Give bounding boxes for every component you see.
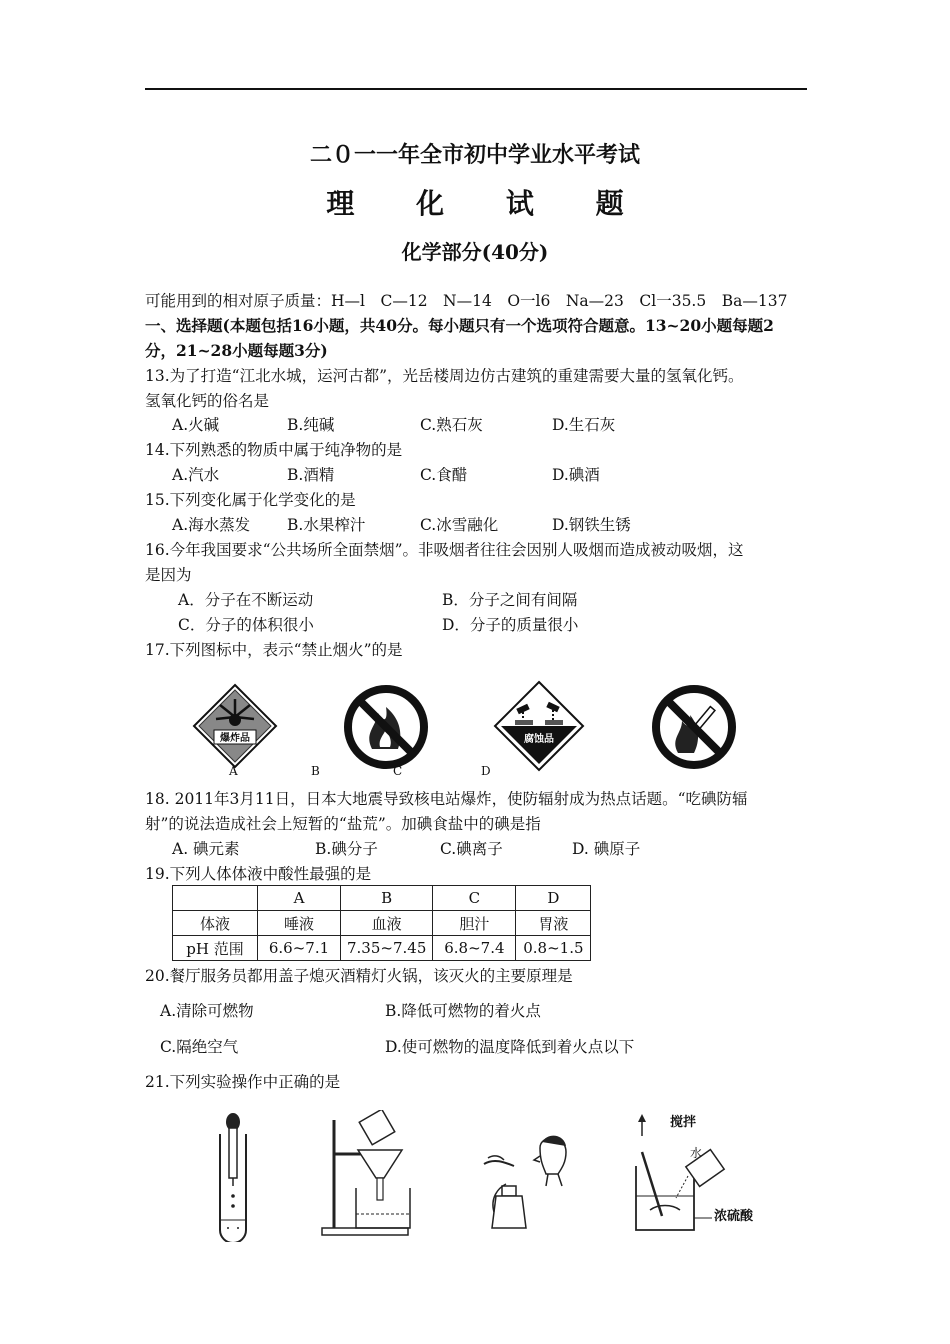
- table-cell: 6.8~7.4: [433, 936, 516, 961]
- q18-text-line2: 射”的说法造成社会上短暂的“盐荒”。加碘食盐中的碘是指: [145, 815, 541, 833]
- explosive-sign-icon: [192, 683, 278, 769]
- q14-option-d: D.碘酒: [552, 466, 600, 484]
- table-cell: A: [258, 886, 341, 911]
- top-rule: [145, 88, 807, 90]
- table-cell: 胃液: [516, 911, 591, 936]
- q17-option-d-label: D: [481, 764, 491, 778]
- q16-text-line2: 是因为: [145, 566, 192, 584]
- corrosive-sign-label: 腐蚀品: [524, 734, 554, 745]
- no-open-flame-sign-icon: [342, 683, 430, 771]
- q16-text-line1: 16.今年我国要求“公共场所全面禁烟”。非吸烟者往往会因别人吸烟而造成被动吸烟，这: [145, 541, 744, 559]
- no-smoking-sign-icon: [650, 683, 738, 771]
- q21-text: 21.下列实验操作中正确的是: [145, 1073, 341, 1091]
- table-cell: [173, 886, 258, 911]
- q16-option-a: A．分子在不断运动: [178, 591, 314, 609]
- q20-text: 20.餐厅服务员都用盖子熄灭酒精灯火锅，该灭火的主要原理是: [145, 967, 573, 985]
- q16-option-d: D．分子的质量很小: [442, 616, 579, 634]
- q13-option-c: C.熟石灰: [420, 416, 483, 434]
- dropper-test-tube-icon: [208, 1112, 258, 1242]
- table-cell: B: [341, 886, 433, 911]
- explosive-sign-label: 爆炸品: [220, 733, 250, 744]
- q15-option-c: C.冰雪融化: [420, 516, 499, 534]
- q17-option-a-label: A: [229, 764, 238, 778]
- q19-text: 19.下列人体体液中酸性最强的是: [145, 865, 372, 883]
- q15-option-d: D.钢铁生锈: [552, 516, 631, 534]
- table-cell: 胆汁: [433, 911, 516, 936]
- q17-option-c-label: C: [393, 764, 403, 778]
- table-cell: D: [516, 886, 591, 911]
- q16-option-b: B．分子之间有间隔: [442, 591, 578, 609]
- q17-option-b-label: B: [311, 764, 320, 778]
- filtration-setup-icon: [320, 1110, 430, 1238]
- q14-option-a: A.汽水: [172, 466, 220, 484]
- table-cell: 体液: [173, 911, 258, 936]
- q16-option-c: C．分子的体积很小: [178, 616, 314, 634]
- q20-option-c: C.隔绝空气: [160, 1038, 239, 1056]
- q18-option-b: B.碘分子: [315, 840, 378, 858]
- q20-option-b: B.降低可燃物的着火点: [385, 1002, 541, 1020]
- q15-text: 15.下列变化属于化学变化的是: [145, 491, 356, 509]
- acid-label: 浓硫酸: [714, 1209, 754, 1224]
- part-heading-line2: 分，21~28小题每题3分): [145, 341, 328, 360]
- q20-option-d: D.使可燃物的温度降低到着火点以下: [385, 1038, 635, 1056]
- q13-option-d: D.生石灰: [552, 416, 616, 434]
- q20-option-a: A.清除可燃物: [160, 1002, 254, 1020]
- q14-option-b: B.酒精: [287, 466, 335, 484]
- q15-option-b: B.水果榨汁: [287, 516, 366, 534]
- water-label: 水: [690, 1146, 703, 1160]
- part-heading-line1: 一、选择题(本题包括16小题，共40分。每小题只有一个选项符合题意。13~20小题每题2: [145, 316, 774, 335]
- table-row: [173, 886, 591, 911]
- smelling-gas-icon: [478, 1128, 578, 1236]
- dilute-acid-setup-icon: [628, 1112, 768, 1240]
- table-cell: 血液: [341, 911, 433, 936]
- q14-text: 14.下列熟悉的物质中属于纯净物的是: [145, 441, 403, 459]
- corrosive-sign-icon: [493, 680, 585, 772]
- q18-option-c: C.碘离子: [440, 840, 503, 858]
- q13-option-a: A.火碱: [172, 416, 220, 434]
- q13-text-line2: 氢氧化钙的俗名是: [145, 392, 270, 410]
- q15-option-a: A.海水蒸发: [172, 516, 251, 534]
- section-title: 化学部分(40分): [401, 240, 549, 264]
- q18-text-line1: 18. 2011年3月11日，日本大地震导致核电站爆炸，使防辐射成为热点话题。“吃碘防辐: [145, 790, 748, 808]
- subject-title: 理 化 试 题: [326, 187, 650, 220]
- table-cell: 0.8~1.5: [516, 936, 591, 961]
- q18-option-a: A. 碘元素: [172, 840, 240, 858]
- q13-option-b: B.纯碱: [287, 416, 335, 434]
- q13-text-line1: 13.为了打造“江北水城，运河古都”，光岳楼周边仿古建筑的重建需要大量的氢氧化钙。: [145, 367, 744, 385]
- table-row: [173, 911, 591, 936]
- q14-option-c: C.食醋: [420, 466, 468, 484]
- q17-text: 17.下列图标中，表示“禁止烟火”的是: [145, 641, 403, 659]
- table-row: [173, 936, 591, 961]
- stir-label: 搅拌: [670, 1115, 697, 1130]
- atomic-masses: 可能用到的相对原子质量：H—l C—12 N—14 O一l6 Na—23 Cl一35.5 Ba—137: [145, 292, 788, 310]
- ph-table: [172, 885, 591, 961]
- table-cell: 唾液: [258, 911, 341, 936]
- exam-title: 二０一一年全市初中学业水平考试: [309, 142, 640, 168]
- table-cell: 7.35~7.45: [341, 936, 433, 961]
- q18-option-d: D. 碘原子: [572, 840, 641, 858]
- table-cell: 6.6~7.1: [258, 936, 341, 961]
- table-cell: C: [433, 886, 516, 911]
- table-cell: pH 范围: [173, 936, 258, 961]
